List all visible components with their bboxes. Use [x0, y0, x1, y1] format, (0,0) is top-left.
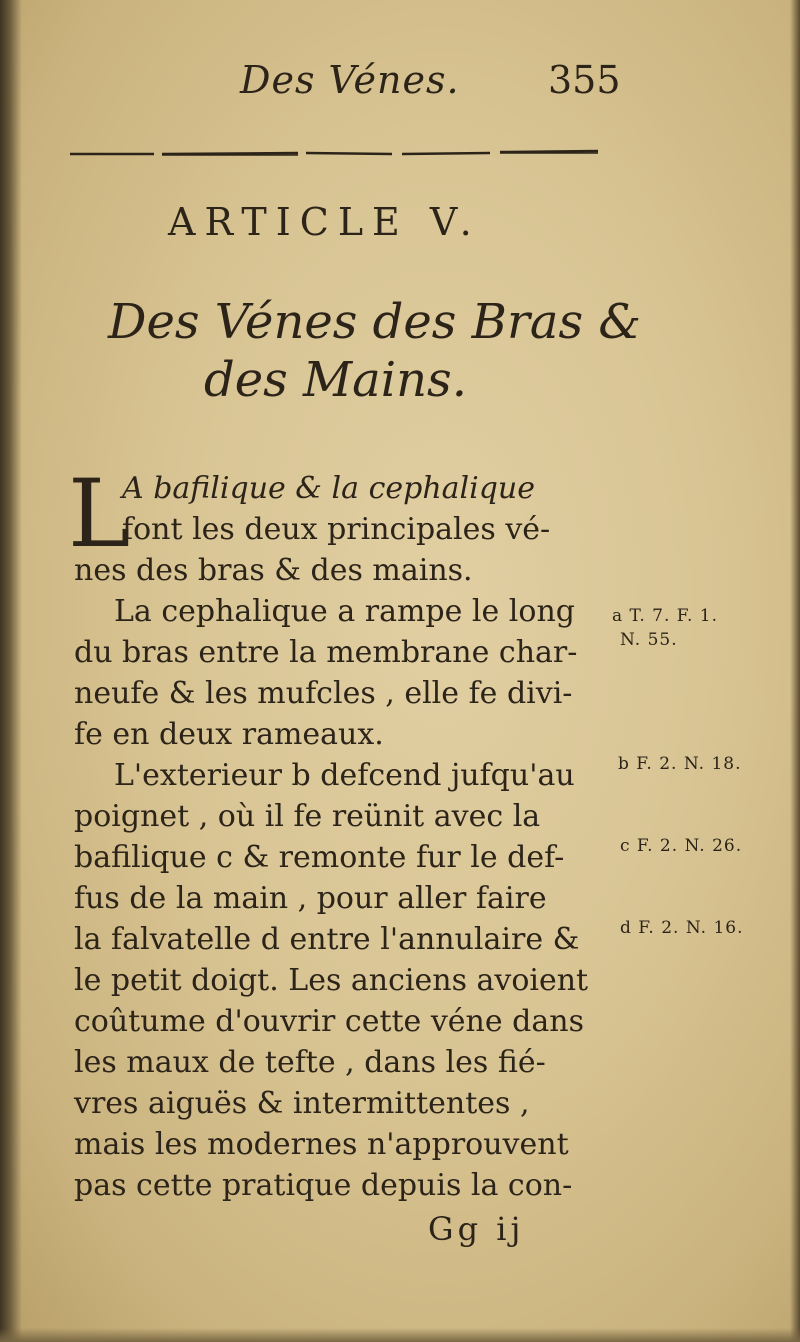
text-line: fus de la main , pour aller faire: [74, 881, 547, 916]
article-heading: ARTICLE V.: [168, 200, 481, 244]
page-gutter-shadow: [0, 0, 22, 1342]
text-line: mais les modernes n'approuvent: [74, 1127, 569, 1162]
page-bottom-edge: [0, 1328, 800, 1342]
text-line: la falvatelle d entre l'annulaire &: [74, 922, 580, 957]
page-number: 355: [548, 58, 621, 102]
text-line: les maux de tefte , dans les fié-: [74, 1045, 546, 1080]
text-line: vres aiguës & intermittentes ,: [74, 1086, 530, 1121]
page-right-edge: [790, 0, 800, 1342]
margin-note-c: c F. 2. N. 26.: [620, 836, 743, 856]
signature-mark: Gg ij: [428, 1210, 525, 1248]
text-line: A bafilique & la cephalique: [122, 471, 535, 506]
text-line: L'exterieur b defcend jufqu'au: [114, 758, 575, 793]
text-line: le petit doigt. Les anciens avoient: [74, 963, 589, 998]
section-title-line-2: des Mains.: [204, 352, 467, 408]
body-text: [74, 468, 614, 1206]
text-line: du bras entre la membrane char-: [74, 635, 578, 670]
margin-note-a: a T. 7. F. 1.: [612, 606, 718, 626]
header-rule: [70, 148, 600, 160]
running-head-title: Des Vénes.: [240, 58, 460, 102]
section-title-line-1: Des Vénes des Bras &: [108, 294, 642, 350]
margin-note-b: b F. 2. N. 18.: [618, 754, 742, 774]
text-line: neufe & les mufcles , elle fe divi-: [74, 676, 573, 711]
text-line: La cephalique a rampe le long: [114, 594, 575, 629]
text-line: coûtume d'ouvrir cette véne dans: [74, 1004, 584, 1039]
margin-note-a-continued: N. 55.: [620, 630, 678, 650]
margin-note-d: d F. 2. N. 16.: [620, 918, 744, 938]
text-line: bafilique c & remonte fur le def-: [74, 840, 565, 875]
text-line: font les deux principales vé-: [122, 512, 551, 547]
text-line: fe en deux rameaux.: [74, 717, 384, 752]
drop-cap: L: [68, 460, 131, 569]
text-line: pas cette pratique depuis la con-: [74, 1168, 573, 1203]
text-line: nes des bras & des mains.: [74, 553, 473, 588]
text-line: poignet , où il fe reünit avec la: [74, 799, 541, 834]
running-head: [0, 58, 800, 108]
